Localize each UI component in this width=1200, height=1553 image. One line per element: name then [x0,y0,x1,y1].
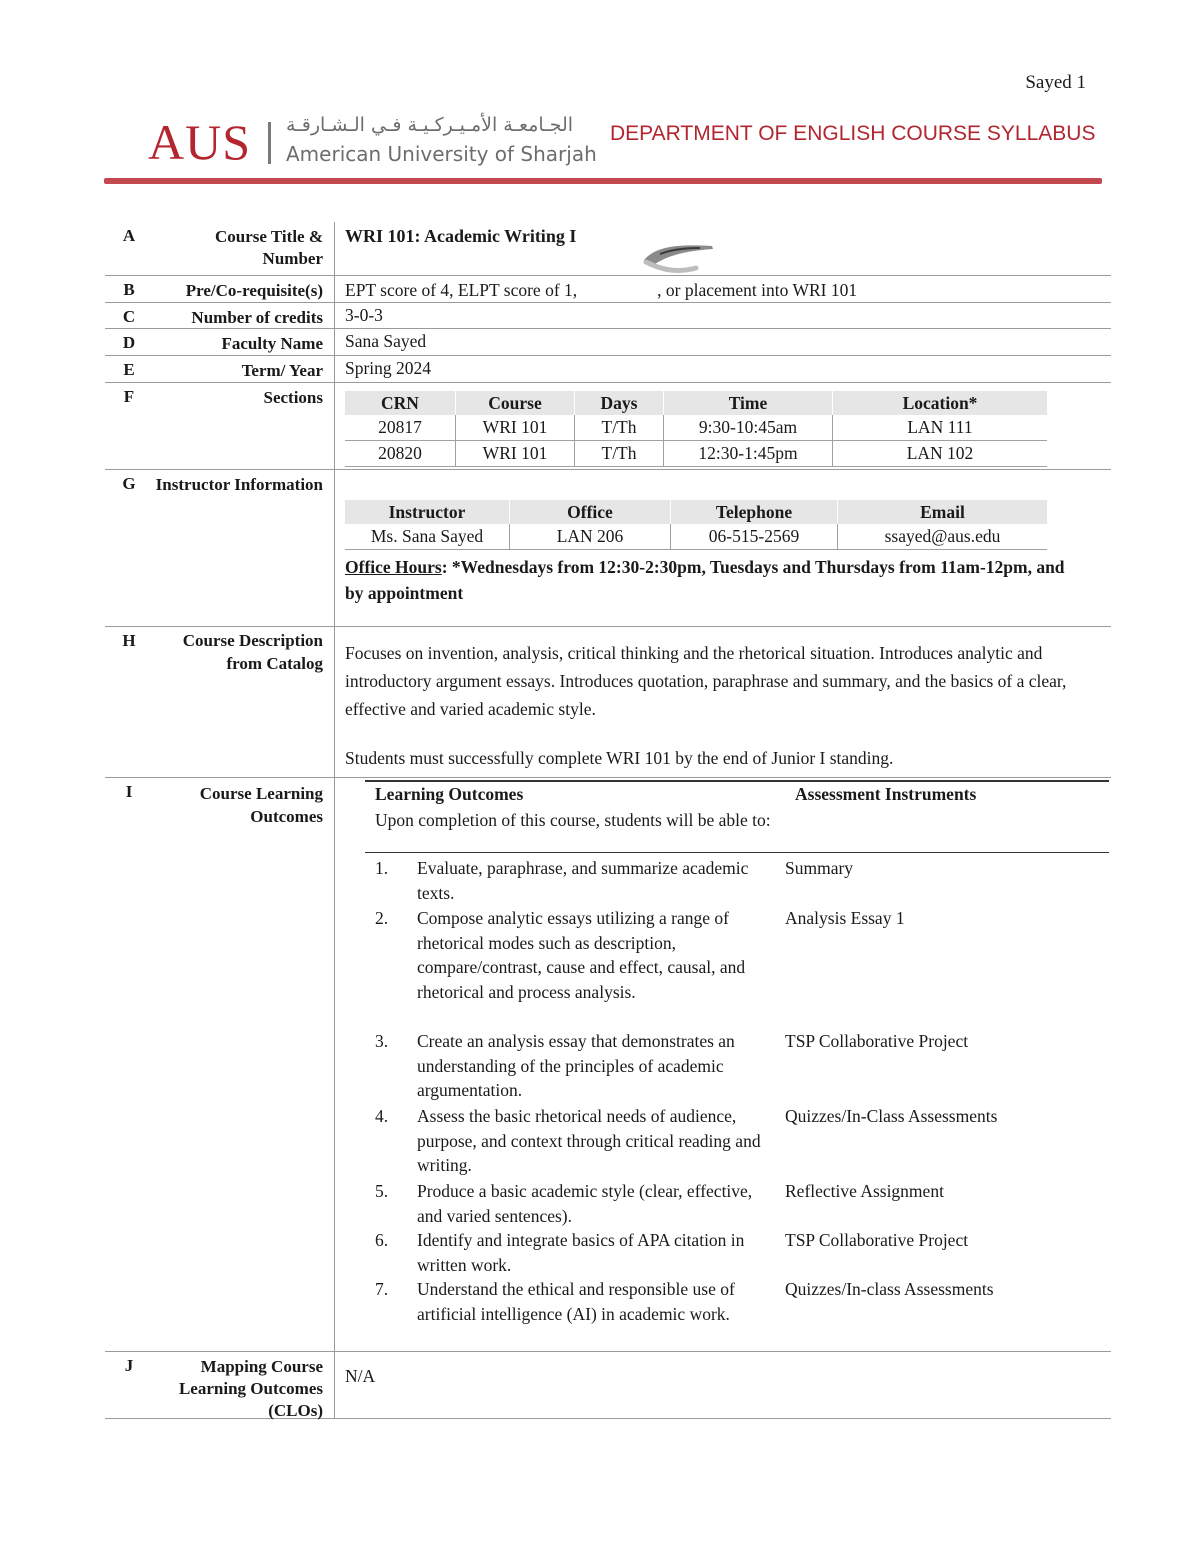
row-label: Number of credits [191,308,323,327]
table-row [345,441,1047,467]
table-cell: LAN 102 [833,441,1048,467]
row-prerequisites [105,276,1111,303]
instruments-column-header: Assessment Instruments [795,784,977,804]
row-label: Term/ Year [241,361,323,380]
table-cell: WRI 101 [456,441,575,467]
row-mapping-clos [105,1352,1111,1419]
office-hours-text: : *Wednesdays from 12:30-2:30pm, Tuesdays and Thursdays from 11am-12pm, and by appointment [345,557,1065,603]
column-header: Instructor [345,500,510,524]
table-cell: LAN 111 [833,415,1048,441]
row-letter: F [123,387,135,406]
row-term-year [105,356,1111,383]
faculty-name-value: Sana Sayed [345,331,427,351]
row-content [334,383,1111,469]
table-cell: WRI 101 [456,415,575,441]
row-content [334,303,1111,328]
row-content [334,470,1111,626]
instructor-telephone: 06-515-2569 [671,524,838,550]
outcome-instrument: Summary [785,858,854,878]
page-number: Sayed 1 [1025,72,1086,93]
term-year-value: Spring 2024 [345,358,432,378]
table-row [345,524,1047,550]
row-instructor-info [105,470,1111,627]
row-label: Pre/Co-requisite(s) [185,281,323,300]
row-letter: G [122,474,136,493]
outcomes-divider [365,852,1109,853]
outcome-text: Understand the ethical and responsible use of artificial intelligence (AI) in academic work. [417,1279,735,1324]
row-letter: E [123,360,135,379]
row-letter: B [123,280,135,299]
description-paragraph: Focuses on invention, analysis, critical thinking and the rhetorical situation. Introduces analytic and introductory argument essays. Introduces quotation, paraphrase and summary, and the basics of a clear, effective and varied academic style. [345,643,1067,719]
column-header: Course [456,391,575,415]
column-header: Office [510,500,671,524]
table-cell: 9:30-10:45am [664,415,833,441]
row-label: Course Learning Outcomes [199,784,323,826]
row-label: Mapping Course Learning Outcomes (CLOs) [178,1357,323,1420]
prerequisites-value [345,280,857,301]
row-letter: C [122,307,136,326]
row-sections [105,383,1111,470]
pen-icon [640,238,720,278]
office-hours-label: Office Hours [345,557,442,577]
row-course-description [105,627,1111,778]
outcomes-header [365,780,1109,830]
outcome-number: 3. [375,1031,389,1051]
outcome-number: 7. [375,1279,389,1299]
row-credits [105,303,1111,329]
logo-aus-text: AUS [148,114,252,170]
row-letter: A [122,226,136,245]
outcome-instrument: TSP Collaborative Project [785,1230,969,1250]
syllabus-table [105,222,1111,1419]
outcome-number: 1. [375,858,389,878]
prerequisites-text-before: EPT score of 4, ELPT score of 1, [345,280,578,300]
mapping-value: N/A [345,1366,376,1386]
outcome-instrument: Quizzes/In-Class Assessments [785,1106,998,1126]
sections-table [345,391,1047,467]
column-header: CRN [345,391,456,415]
outcomes-intro: Upon completion of this course, students will be able to: [375,810,771,830]
credits-value: 3-0-3 [345,305,383,325]
row-content [334,627,1111,777]
course-title-value: WRI 101: Academic Writing I [345,226,577,246]
table-cell: 20817 [345,415,456,441]
column-header: Time [664,391,833,415]
row-label: Sections [263,388,323,407]
table-cell: T/Th [575,441,664,467]
row-content [334,778,1111,1351]
row-course-title [105,222,1111,276]
table-cell: 12:30-1:45pm [664,441,833,467]
header-rule [104,178,1102,184]
row-letter: I [125,782,133,801]
instructor-name: Ms. Sana Sayed [345,524,510,550]
logo-english-text: American University of Sharjah [286,142,597,166]
row-learning-outcomes [105,778,1111,1352]
column-header: Telephone [671,500,838,524]
outcomes-column-header: Learning Outcomes [375,784,524,804]
table-cell: 20820 [345,441,456,467]
row-label: Course Title & Number [215,227,323,268]
row-content [334,356,1111,382]
instructor-header-row [345,500,1047,524]
row-letter: D [122,333,136,352]
outcome-number: 5. [375,1181,389,1201]
department-title: DEPARTMENT OF ENGLISH COURSE SYLLABUS [610,122,1096,145]
instructor-office: LAN 206 [510,524,671,550]
outcome-number: 4. [375,1106,389,1126]
row-label: Faculty Name [221,334,323,353]
prerequisites-text-after: , or placement into WRI 101 [657,280,858,300]
outcome-instrument: TSP Collaborative Project [785,1031,969,1051]
outcome-instrument: Quizzes/In-class Assessments [785,1279,994,1299]
table-cell: T/Th [575,415,664,441]
outcome-number: 2. [375,908,389,928]
column-header: Location* [833,391,1048,415]
outcome-text: Produce a basic academic style (clear, effective, and varied sentences). [417,1181,753,1226]
office-hours [345,554,1085,606]
sections-header-row [345,391,1047,415]
row-content [334,1352,1111,1418]
outcome-text: Identify and integrate basics of APA citation in written work. [417,1230,745,1275]
instructor-email[interactable]: ssayed@aus.edu [838,524,1048,550]
row-content [334,222,1111,275]
description-paragraph: Students must successfully complete WRI 101 by the end of Junior I standing. [345,748,894,768]
outcome-number: 6. [375,1230,389,1250]
instructor-table [345,500,1047,550]
row-content [334,329,1111,355]
outcome-text: Create an analysis essay that demonstrates an understanding of the principles of academic argumentation. [417,1031,735,1100]
row-content [334,276,1111,302]
logo-divider [268,122,271,164]
outcome-instrument: Reflective Assignment [785,1181,944,1201]
column-header: Email [838,500,1048,524]
column-header: Days [575,391,664,415]
row-faculty-name [105,329,1111,356]
logo-arabic-text: الجـامعـة الأمـيـركـيـة فـي الـشـارقـة [286,114,574,136]
row-label: Course Description from Catalog [182,631,323,673]
table-row [345,415,1047,441]
outcome-text: Compose analytic essays utilizing a range of rhetorical modes such as description, compare/contrast, cause and effect, causal, and rhetorical and process analysis. [417,908,746,1002]
outcome-instrument: Analysis Essay 1 [785,908,905,928]
outcome-text: Evaluate, paraphrase, and summarize academic texts. [417,858,749,903]
instructor-info-label: Instructor Information [155,475,323,494]
row-letter: J [124,1356,134,1375]
row-label [153,474,323,496]
outcome-text: Assess the basic rhetorical needs of audience, purpose, and context through critical reading and writing. [417,1106,761,1175]
row-letter: H [122,631,136,650]
